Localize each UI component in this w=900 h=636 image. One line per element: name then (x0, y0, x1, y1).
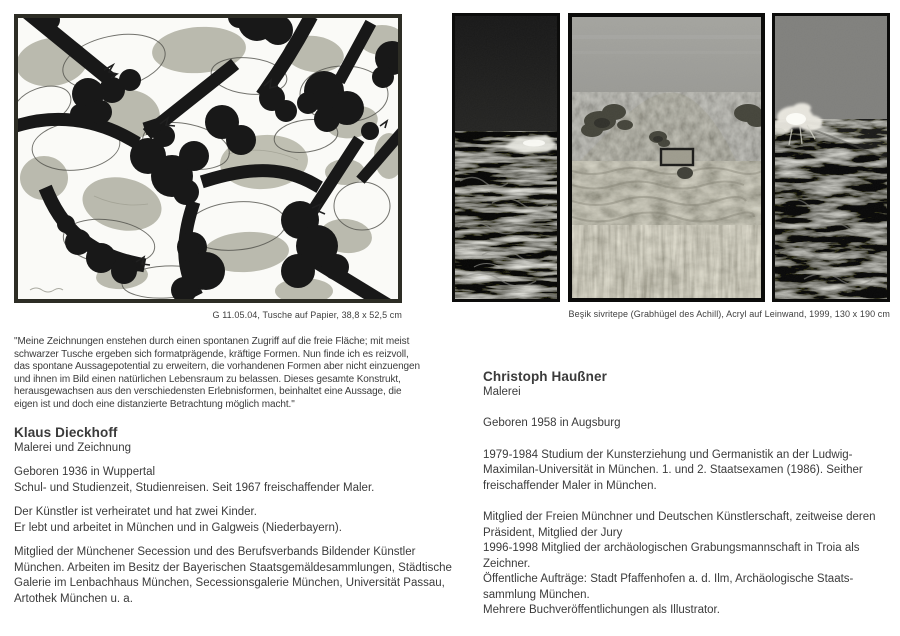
quote-line: "Meine Zeichnungen enstehen durch einen spontanen Zugriff auf die freie Fläche; mit meist (14, 336, 410, 347)
bio-paragraph (14, 545, 452, 607)
bio-line: Er lebt und arbeitet in München und in Galgweis (Niederbayern). (14, 521, 342, 534)
bio-line: Maximilan-Universität in München. 1. und 2. Staatsexamen (1986). Seither (483, 464, 863, 476)
bio-line: Geboren 1958 in Augsburg (483, 417, 621, 429)
bio-line: Galerie im Lenbachhaus München, Secessionsgalerie München, Universität Passau, (14, 577, 445, 589)
right-artist-bio (483, 416, 890, 619)
bio-paragraph (483, 448, 890, 495)
right-artwork-caption: Beşik sivritepe (Grabhügel des Achill), Acryl auf Leinwand, 1999, 130 x 190 cm (568, 309, 890, 319)
quote-line: das spontane Aussagepotential zu erweitern, die vorhandenen Formen aber nicht einzuengen (14, 361, 420, 372)
bio-line: 1996-1998 Mitglied der archäologischen Grabungsmannschaft in Troia als (483, 542, 860, 554)
bio-paragraph (483, 510, 890, 619)
triptych-panel-center (568, 13, 767, 302)
bio-line: Mitglied der Münchener Secession und des Berufsverbands Bildender Künstler (14, 546, 416, 558)
left-artist-section (14, 14, 452, 607)
quote-line: schwarzer Tusche ergeben sich formatprägende, kräftige Formen. Nun finde ich es reizvoll, (14, 348, 409, 360)
right-artist-name: Christoph Haußner (483, 369, 607, 384)
bio-line: sammlung München. (483, 588, 590, 601)
bio-line: Geboren 1936 in Wuppertal (14, 466, 156, 478)
artist-quote (14, 336, 438, 411)
triptych-painting-image (452, 13, 890, 302)
bio-line: Öffentliche Aufträge: Stadt Pfaffenhofen a. d. Ilm, Archäologische Staats- (483, 573, 854, 585)
left-artist-name: Klaus Dieckhoff (14, 425, 118, 440)
left-artwork-caption: G 11.05.04, Tusche auf Papier, 38,8 x 52,5 cm (212, 310, 402, 320)
bio-paragraph (483, 416, 890, 432)
left-artwork-figure (14, 14, 438, 321)
quote-line: und ihnen im Bild einen natürlichen Lebensraum zu belassen. Dieses gesamte Konstrukt, (14, 373, 401, 385)
ink-drawing-image (14, 14, 402, 303)
quote-line: eigen ist und doch eine distanzierte Betrachtung möglich macht." (14, 398, 295, 410)
bio-line: München. Arbeiten im Besitz der Bayerischen Staatsgemäldesammlungen, Städtische (14, 561, 452, 574)
right-artist-text-block (452, 369, 890, 619)
left-artist-bio (14, 465, 452, 607)
triptych-panel-right (772, 13, 890, 302)
bio-line: Präsident, Mitglied der Jury (483, 526, 623, 539)
ink-drawing-content (14, 14, 402, 303)
right-artist-discipline: Malerei (483, 386, 521, 398)
bio-paragraph (14, 465, 438, 496)
bio-line: Mitglied der Freien Münchner und Deutschen Künstlerschaft, zeitweise deren (483, 511, 876, 523)
right-artwork-figure (452, 13, 890, 320)
bio-line: freischaffender Maler in München. (483, 479, 657, 492)
bio-line: Mehrere Buchveröffentlichungen als Illustrator. (483, 604, 720, 616)
bio-line: Schul- und Studienzeit, Studienreisen. Seit 1967 freischaffender Maler. (14, 481, 375, 494)
bio-line: Der Künstler ist verheiratet und hat zwei Kinder. (14, 506, 257, 518)
bio-line: Zeichner. (483, 557, 531, 570)
quote-line: herausgewachsen aus den verschiedensten Erlebnisformen, beinhaltet eine Aussage, die (14, 386, 402, 397)
bio-line: Artothek München u. a. (14, 592, 133, 605)
bio-paragraph (14, 505, 438, 536)
bio-line: 1979-1984 Studium der Kunsterziehung und Germanistik an der Ludwig- (483, 448, 853, 461)
left-artist-discipline: Malerei und Zeichnung (14, 442, 131, 454)
right-artist-section (452, 13, 890, 619)
triptych-panel-left (452, 13, 560, 302)
